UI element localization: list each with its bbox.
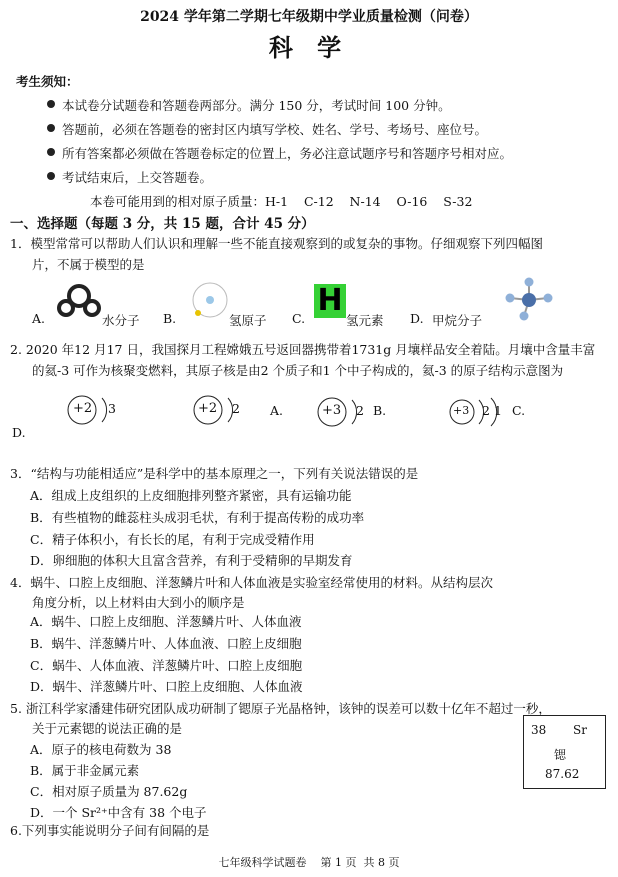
subject-title: 科 学 [268, 33, 350, 62]
q1-option-c-letter: C. [292, 311, 306, 326]
q2-option-b-letter: B. [373, 403, 387, 418]
q6-stem: 6.下列事实能说明分子间有间隔的是 [10, 823, 210, 838]
notice-item-3: 所有答案都必须做在答题卷标定的位置上，务必注意试题序号和答题序号相对应。 [62, 146, 513, 161]
notice-item-1: 本试卷分试题卷和答题卷两部分。满分 150 分，考试时间 100 分钟。 [62, 98, 451, 113]
atom-d-shell1: 2 [482, 403, 490, 418]
q2-stem-line2: 的氦-3 可作为核聚变燃料，其原子核是由2 个质子和1 个中子构成的，氦-3 的原子结构示意图为 [32, 363, 564, 378]
atomic-mass-note: 本卷可能用到的相对原子质量：H-1 C-12 N-14 O-16 S-32 [90, 194, 473, 209]
atom-d-nucleus: +3 [453, 404, 470, 417]
q1-option-d-letter: D. [410, 311, 424, 326]
q4-option-b: B．蜗牛、洋葱鳞片叶、人体血液、口腔上皮细胞 [30, 636, 302, 651]
notice-item-2: 答题前，必须在答题卷的密封区内填写学校、姓名、学号、考场号、座位号。 [62, 122, 488, 137]
q3-option-d: D．卵细胞的体积大且富含营养，有利于受精卵的早期发育 [30, 553, 353, 568]
q5-option-c: C．相对原子质量为 87.62g [30, 784, 188, 799]
element-card-strontium [523, 715, 606, 789]
page-footer: 七年级科学试题卷 第 1 页 共 8 页 [218, 856, 400, 869]
hydrogen-symbol: H [317, 283, 343, 318]
bullet-icon [47, 100, 55, 108]
atom-c-nucleus: +3 [322, 403, 342, 418]
q3-option-c: C．精子体积小，有长长的尾，有利于完成受精作用 [30, 532, 315, 547]
q4-option-a: A．蜗牛、口腔上皮细胞、洋葱鳞片叶、人体血液 [30, 614, 302, 629]
q2-option-a-letter: A. [270, 403, 284, 418]
q4-stem-line1: 4．蜗牛、口腔上皮细胞、洋葱鳞片叶和人体血液是实验室经常使用的材料。从结构层次 [10, 575, 493, 590]
hydrogen-atom-icon [190, 280, 232, 322]
water-molecule-icon [56, 282, 102, 318]
q3-option-b: B．有些植物的雌蕊柱头成羽毛状，有利于提高传粉的成功率 [30, 510, 365, 525]
atom-b-nucleus: +2 [198, 401, 218, 416]
exam-title: 2024 学年第二学期七年级期中学业质量检测（问卷） [140, 9, 478, 25]
q5-option-b: B．属于非金属元素 [30, 763, 140, 778]
q1-option-b-letter: B. [163, 311, 177, 326]
q1-option-d-text: 甲烷分子 [432, 313, 483, 328]
q1-stem-line1: 1．模型常常可以帮助人们认识和理解一些不能直接观察到的或复杂的事物。仔细观察下列四幅图 [10, 236, 543, 251]
bullet-icon [47, 148, 55, 156]
q5-option-a: A．原子的核电荷数为 38 [30, 742, 172, 757]
q1-option-b-text: 氢原子 [229, 313, 267, 328]
q4-option-c: C．蜗牛、人体血液、洋葱鳞片叶、口腔上皮细胞 [30, 658, 303, 673]
element-symbol: Sr [573, 723, 587, 737]
q2-option-c-letter: C. [512, 403, 526, 418]
q2-stem-line1: 2. 2020 年12 月17 日，我国探月工程嫦娥五号返回器携带着1731g 月壤样品安全着陆。月壤中含量丰富 [10, 342, 596, 357]
element-name: 锶 [554, 748, 567, 762]
notice-heading: 考生须知： [16, 74, 79, 89]
q3-option-a: A．组成上皮组织的上皮细胞排列整齐紧密，具有运输功能 [30, 488, 352, 503]
q1-option-a-text: 水分子 [102, 313, 140, 328]
atom-a-nucleus: +2 [73, 401, 93, 416]
q2-option-d-letter: D. [12, 425, 26, 440]
atom-d-shell2: 1 [494, 403, 502, 418]
q1-option-a-letter: A. [32, 311, 46, 326]
q4-stem-line2: 角度分析，以上材料由大到小的顺序是 [32, 595, 245, 610]
methane-molecule-icon [502, 276, 556, 322]
bullet-icon [47, 124, 55, 132]
q4-option-d: D．蜗牛、洋葱鳞片叶、口腔上皮细胞、人体血液 [30, 679, 303, 694]
atom-b-shell: 2 [232, 401, 240, 416]
element-atomic-number: 38 [531, 723, 547, 737]
atom-c-shell: 2 [356, 403, 364, 418]
q5-option-d: D．一个 Sr²⁺中含有 38 个电子 [30, 805, 207, 820]
q5-stem-line2: 关于元素锶的说法正确的是 [32, 721, 183, 736]
bullet-icon [47, 172, 55, 180]
notice-item-4: 考试结束后，上交答题卷。 [62, 170, 213, 185]
hydrogen-symbol-icon [314, 284, 346, 318]
atom-a-shell: 3 [108, 401, 116, 416]
element-mass: 87.62 [545, 767, 580, 781]
section-heading: 一、选择题（每题 3 分，共 15 题，合计 45 分） [10, 216, 315, 232]
q3-stem: 3．“结构与功能相适应”是科学中的基本原理之一，下列有关说法错误的是 [10, 466, 419, 481]
q5-stem-line1: 5. 浙江科学家潘建伟研究团队成功研制了锶原子光晶格钟，该钟的误差可以数十亿年不超过一秒， [10, 701, 551, 716]
q1-option-c-text: 氢元素 [346, 313, 384, 328]
q1-stem-line2: 片，不属于模型的是 [32, 257, 145, 272]
